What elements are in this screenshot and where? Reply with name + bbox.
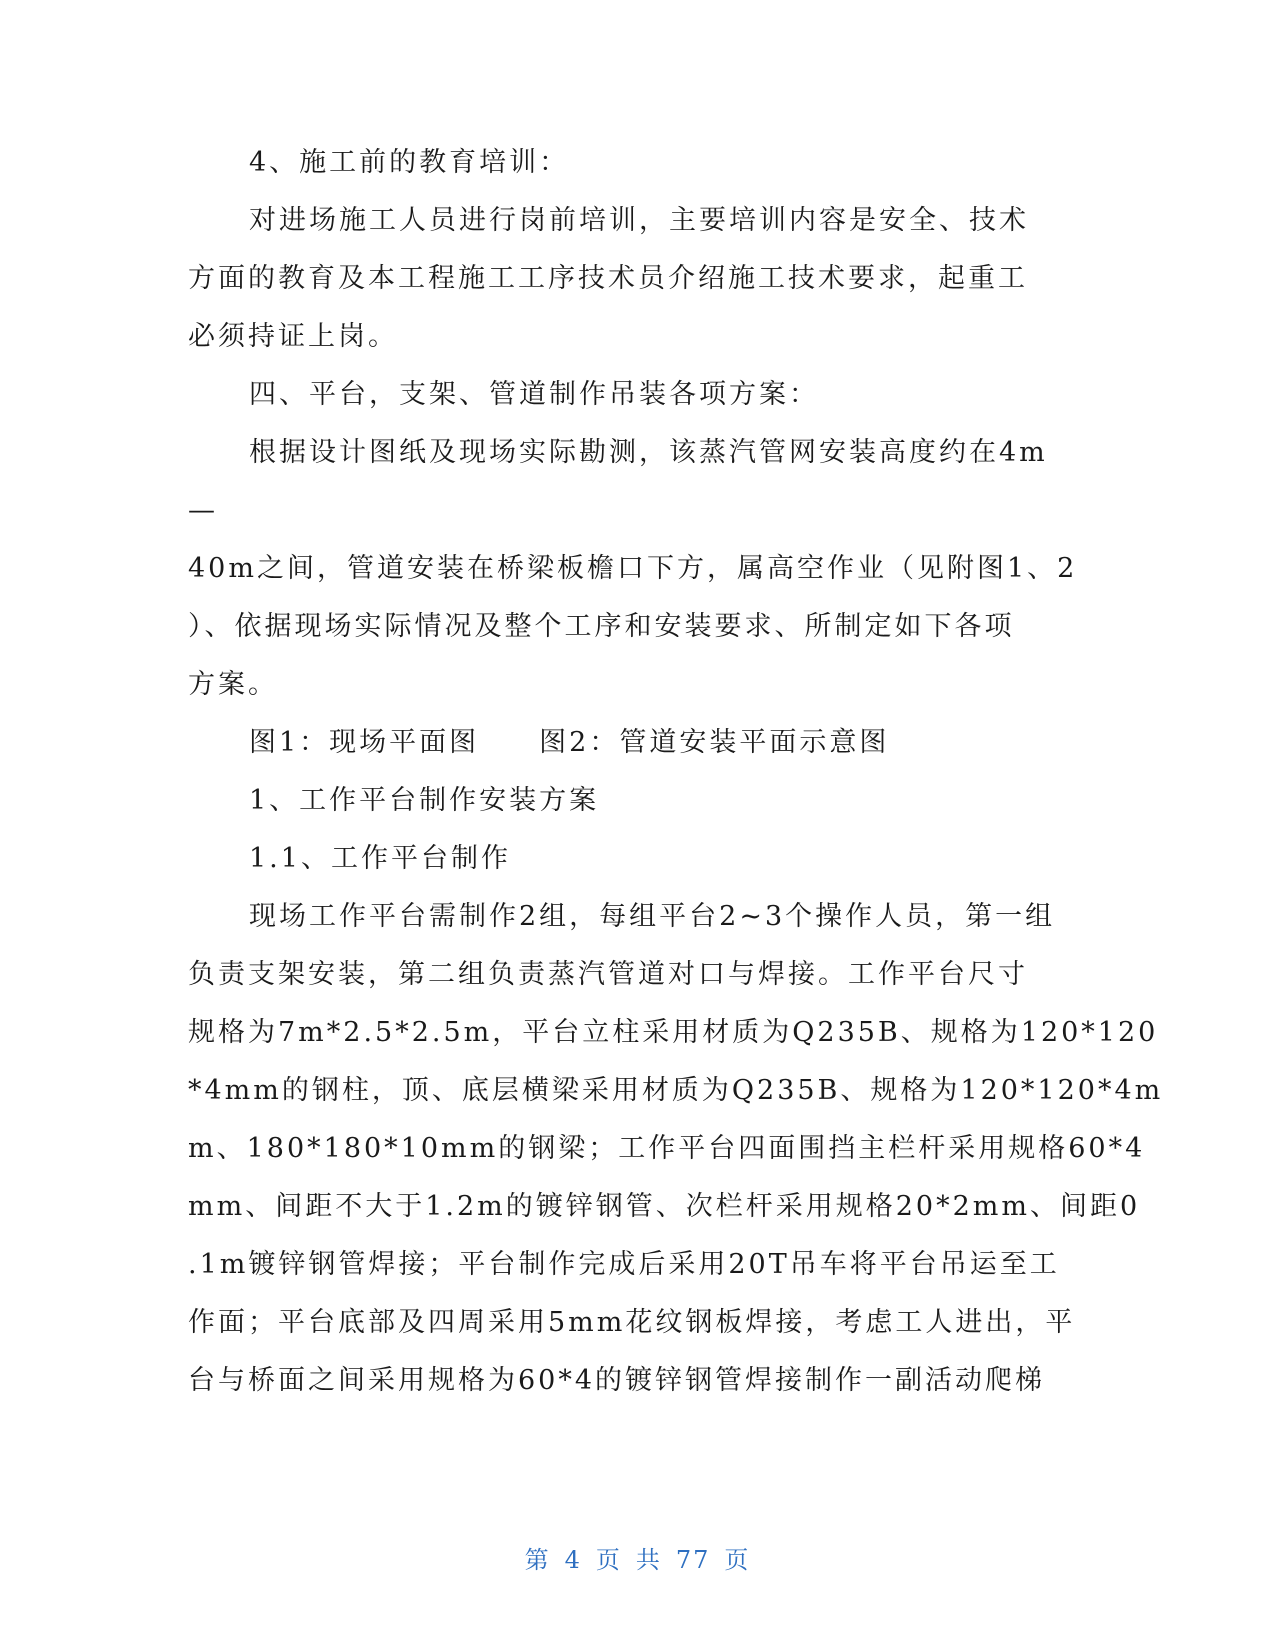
subsection-heading: 1.1、工作平台制作 xyxy=(249,843,511,874)
footer-total-word: 共 xyxy=(635,1546,662,1574)
paragraph-line: 4、施工前的教育培训： xyxy=(249,147,570,178)
paragraph-line: 负责支架安装，第二组负责蒸汽管道对口与焊接。工作平台尺寸 xyxy=(188,959,1028,990)
paragraph-line: 方案。 xyxy=(188,669,278,700)
paragraph-line: 根据设计图纸及现场实际勘测，该蒸汽管网安装高度约在4m xyxy=(249,437,1048,468)
footer-suffix: 页 xyxy=(724,1546,751,1574)
paragraph-line: 作面；平台底部及四周采用5mm花纹钢板焊接，考虑工人进出，平 xyxy=(188,1307,1076,1338)
paragraph-line: 40m之间，管道安装在桥梁板檐口下方，属高空作业（见附图1、2 xyxy=(188,553,1078,584)
paragraph-line: m、180*180*10mm的钢梁；工作平台四面围挡主栏杆采用规格60*4 xyxy=(188,1133,1146,1164)
paragraph-line: *4mm的钢柱，顶、底层横梁采用材质为Q235B、规格为120*120*4m xyxy=(188,1075,1164,1106)
paragraph-line: 现场工作平台需制作2组，每组平台2~3个操作人员，第一组 xyxy=(249,901,1056,932)
paragraph-line: 规格为7m*2.5*2.5m，平台立柱采用材质为Q235B、规格为120*120 xyxy=(188,1017,1159,1048)
paragraph-line: 方面的教育及本工程施工工序技术员介绍施工技术要求，起重工 xyxy=(188,263,1028,294)
paragraph-line: — xyxy=(188,495,218,526)
footer-page-word: 页 xyxy=(595,1546,622,1574)
footer-prefix: 第 xyxy=(524,1546,551,1574)
paragraph-line: 台与桥面之间采用规格为60*4的镀锌钢管焊接制作一副活动爬梯 xyxy=(188,1365,1046,1396)
paragraph-line: 四、平台，支架、管道制作吊装各项方案： xyxy=(249,379,819,410)
figure-captions: 图1：现场平面图 图2：管道安装平面示意图 xyxy=(249,727,890,758)
section-heading: 1、工作平台制作安装方案 xyxy=(249,785,600,816)
page-footer xyxy=(0,1540,1275,1575)
paragraph-line: 对进场施工人员进行岗前培训，主要培训内容是安全、技术 xyxy=(249,205,1029,236)
paragraph-line: mm、间距不大于1.2m的镀锌钢管、次栏杆采用规格20*2mm、间距0 xyxy=(188,1191,1141,1222)
paragraph-line: 必须持证上岗。 xyxy=(188,321,398,352)
paragraph-line: ）、依据现场实际情况及整个工序和安装要求、所制定如下各项 xyxy=(188,611,1015,642)
total-pages: 77 xyxy=(675,1546,711,1574)
paragraph-line: .1m镀锌钢管焊接；平台制作完成后采用20T吊车将平台吊运至工 xyxy=(188,1249,1060,1280)
page-number: 4 xyxy=(564,1546,582,1574)
